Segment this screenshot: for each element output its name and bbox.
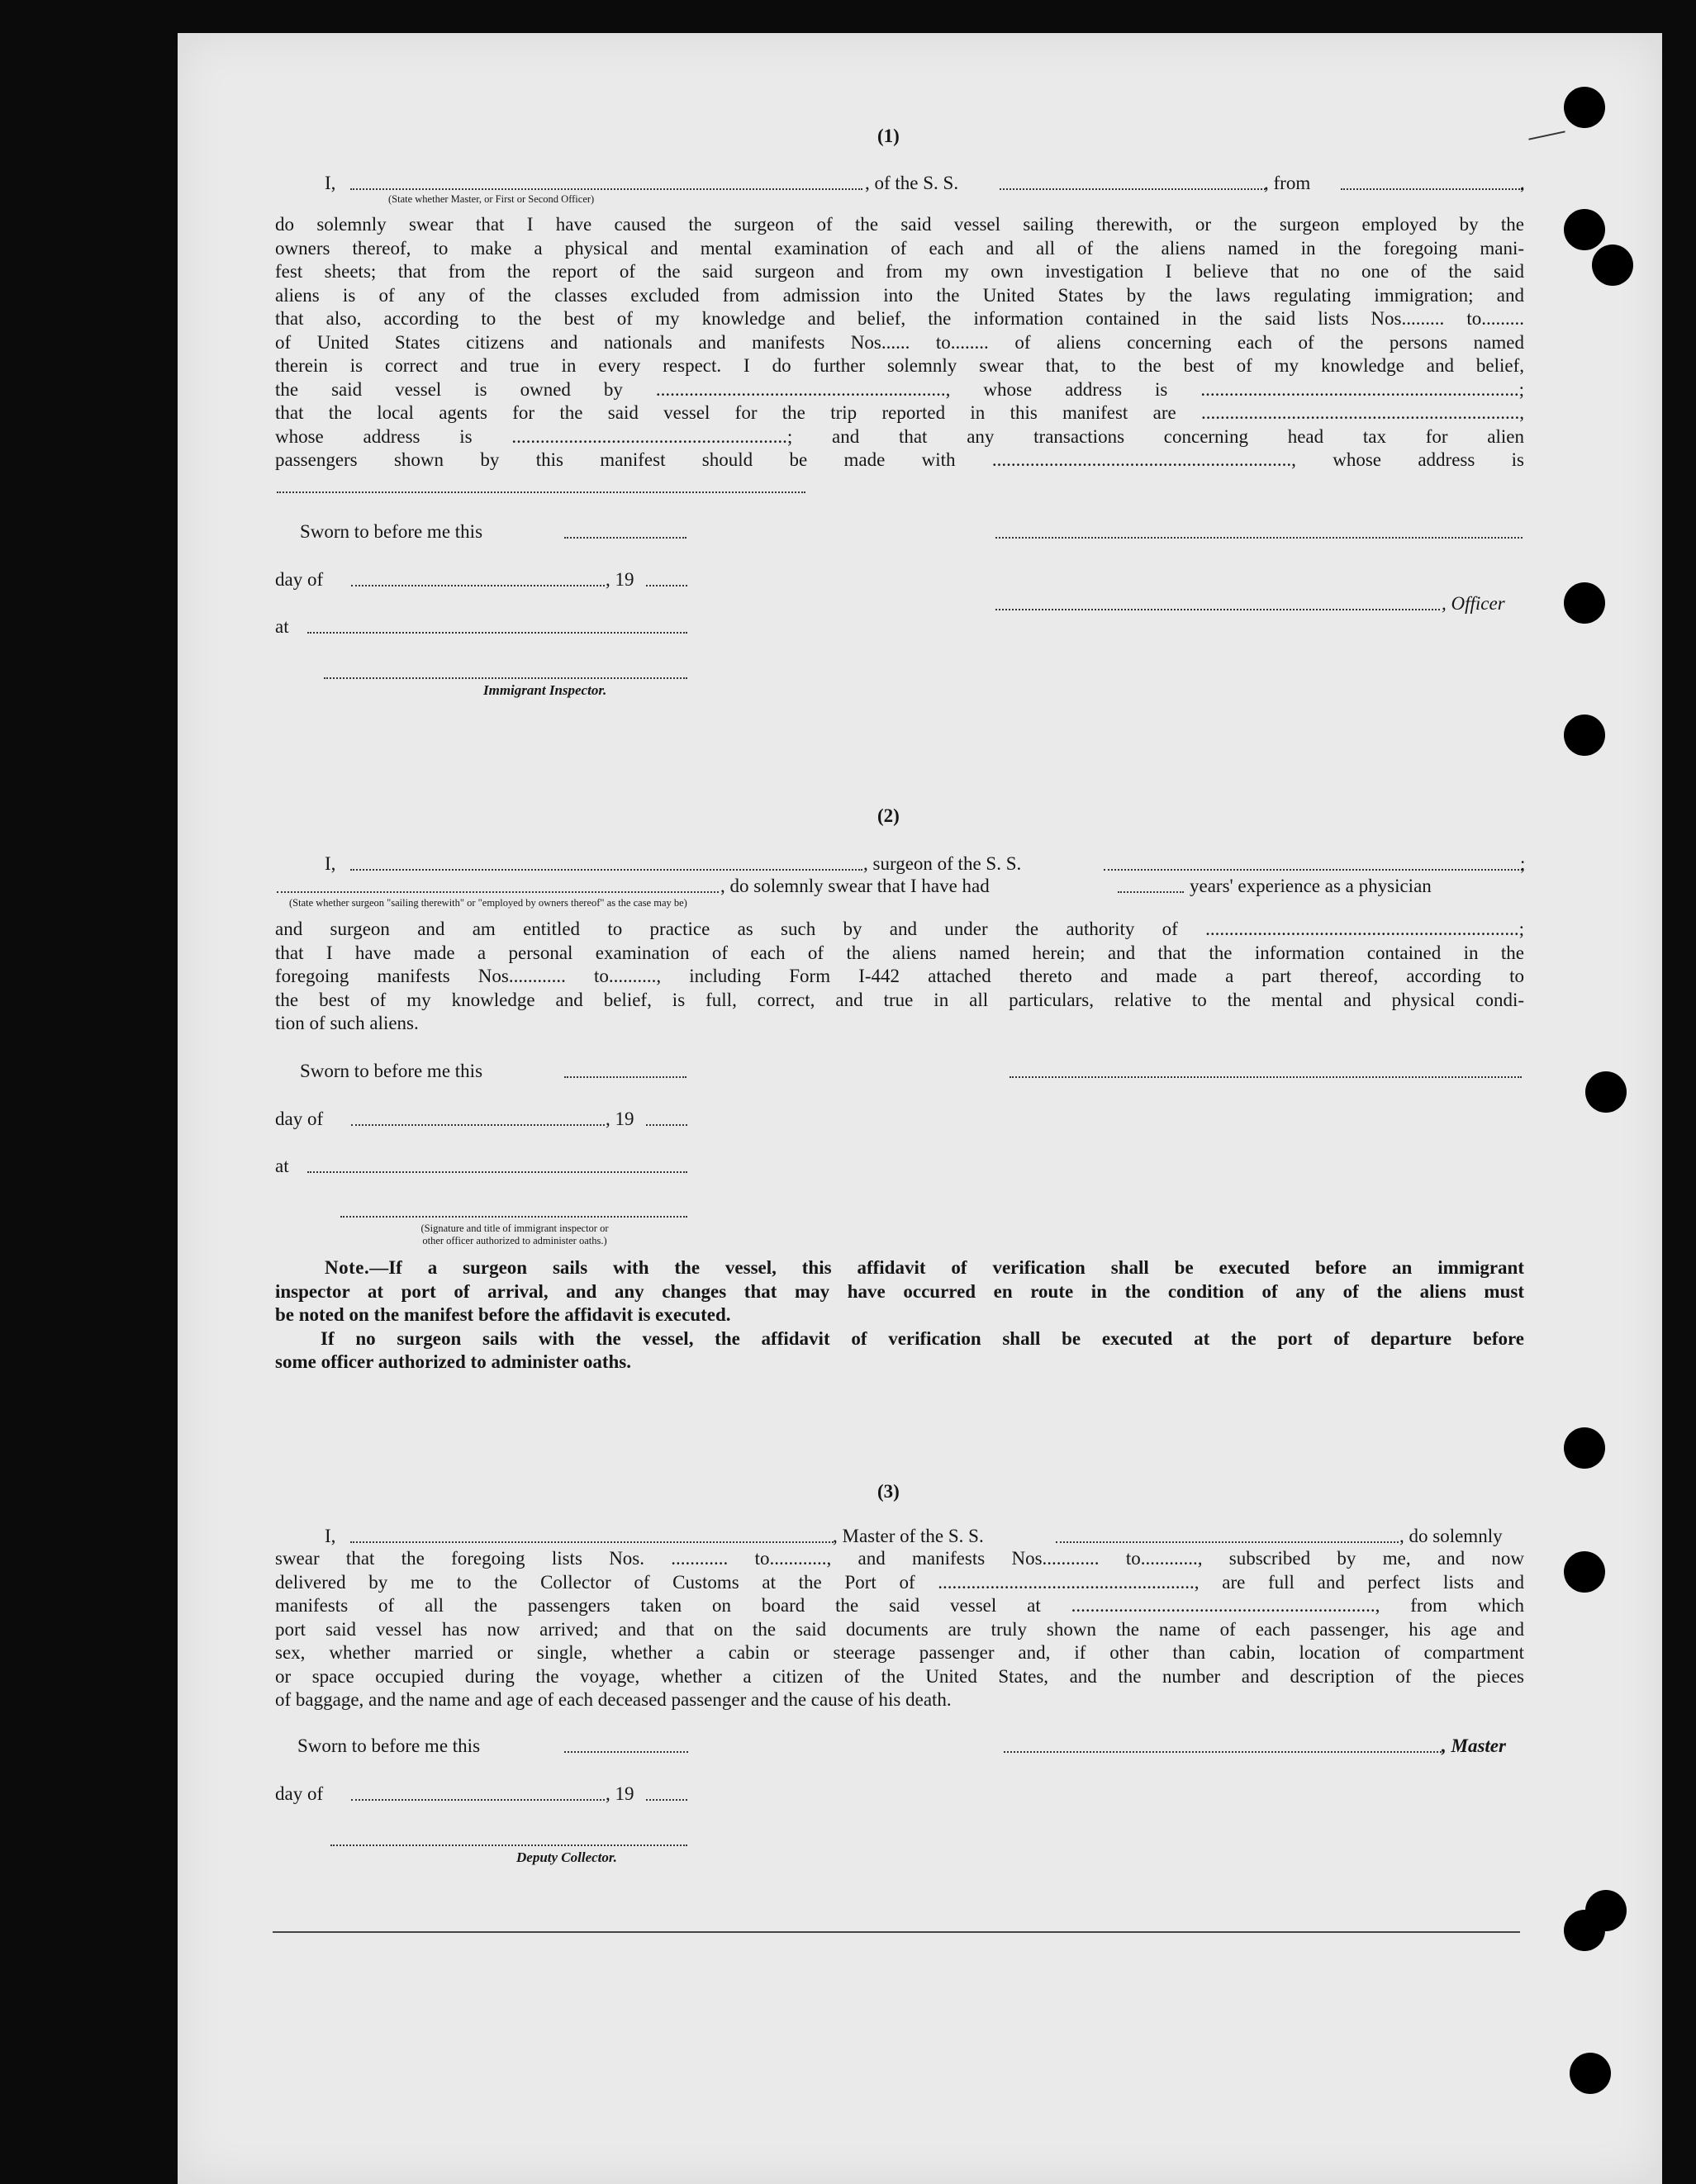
- signature-caption-a: (Signature and title of immigrant inspector or: [420, 1223, 609, 1234]
- sworn-date-field[interactable]: [564, 1076, 686, 1078]
- oath-line: the best of my knowledge and belief, is full, correct, and true in all particulars, relative to the mental and physical condi-: [275, 989, 1524, 1010]
- bottom-rule: [273, 1931, 1520, 1933]
- master-signature-field[interactable]: [1004, 1751, 1442, 1753]
- signature-field[interactable]: [1010, 1076, 1522, 1078]
- at-place-field[interactable]: [307, 632, 687, 634]
- at-label: at: [275, 616, 289, 637]
- collector-caption: Deputy Collector.: [516, 1849, 617, 1865]
- section-2-oath: [275, 918, 1524, 1036]
- year-label: , 19: [606, 1109, 634, 1129]
- year-field[interactable]: [646, 585, 687, 586]
- officer-label: , Officer: [1442, 593, 1505, 614]
- section-3-oath: [275, 1547, 1524, 1712]
- section-2-number: (2): [877, 805, 900, 826]
- section-1-oath: [275, 213, 1524, 472]
- from-port-field[interactable]: [1341, 188, 1523, 190]
- oath-line: fest sheets; that from the report of the said surgeon and from my own investigation I believe that no one of the said: [275, 261, 1524, 282]
- oath-line: sex, whether married or single, whether a cabin or steerage passenger and, if other than cabin, location of compartment: [275, 1642, 1524, 1663]
- officer-signature-line[interactable]: [340, 1216, 687, 1218]
- note-label: Note.: [325, 1257, 370, 1278]
- oath-line: of baggage, and the name and age of each deceased passenger and the cause of his death.: [275, 1689, 952, 1710]
- oath-line: and surgeon and am entitled to practice as such by and under the authority of ..................................................................;: [275, 919, 1524, 939]
- inspector-signature-line[interactable]: [324, 677, 687, 679]
- oath-line: delivered by me to the Collector of Customs at the Port of ......................................................, are full and perfect lists and: [275, 1571, 1524, 1593]
- punch-hole: [1570, 2053, 1611, 2094]
- master-vessel-field[interactable]: [1056, 1541, 1399, 1543]
- sworn-date-field[interactable]: [564, 1751, 688, 1753]
- note-block: [275, 1256, 1524, 1374]
- master-label: , Master: [1442, 1735, 1506, 1756]
- oath-line: foregoing manifests Nos............ to.........., including Form I-442 attached thereto and made a part thereof, according to: [275, 966, 1524, 986]
- years-field[interactable]: [1118, 891, 1184, 893]
- note-line: If no surgeon sails with the vessel, the affidavit of verification shall be executed at the port of departure before: [321, 1327, 1524, 1349]
- section-2-I: I,: [325, 853, 336, 874]
- officer-name-field[interactable]: [350, 188, 862, 190]
- inspector-caption: Immigrant Inspector.: [483, 682, 607, 698]
- oath-line: owners thereof, to make a physical and mental examination of each and all of the aliens named in the foregoing mani-: [275, 237, 1524, 259]
- surgeon-name-field[interactable]: [350, 869, 862, 871]
- year-label: , 19: [606, 569, 634, 590]
- collector-signature-line[interactable]: [330, 1845, 687, 1846]
- note-line: be noted on the manifest before the affidavit is executed.: [275, 1304, 731, 1325]
- oath-line: of United States citizens and nationals and manifests Nos...... to........ of aliens concerning each of the persons named: [275, 331, 1524, 353]
- signature-field[interactable]: [995, 537, 1523, 539]
- master-of-label: , Master of the S. S.: [833, 1526, 984, 1546]
- section-2-caption: (State whether surgeon "sailing therewith" or "employed by owners thereof" as the case may be): [289, 897, 687, 909]
- solemnly-label: , do solemnly: [1399, 1526, 1503, 1546]
- day-of-label: day of: [275, 1109, 324, 1129]
- punch-hole: [1564, 87, 1605, 128]
- oath-line: port said vessel has now arrived; and that on the said documents are truly shown the name of each passenger, his age and: [275, 1618, 1524, 1640]
- sworn-label: Sworn to before me this: [300, 1061, 483, 1081]
- punch-hole: [1564, 1910, 1605, 1951]
- section-3-I: I,: [325, 1526, 336, 1546]
- officer-signature-field[interactable]: [995, 609, 1440, 610]
- oath-line: or space occupied during the voyage, whether a citizen of the United States, and the number and description of the pieces: [275, 1665, 1524, 1687]
- note-line: —If a surgeon sails with the vessel, this affidavit of verification shall be executed before an immigrant: [369, 1257, 1524, 1278]
- oath-line: aliens is of any of the classes excluded from admission into the United States by the laws regulating immigration; and: [275, 284, 1524, 306]
- day-field[interactable]: [351, 585, 605, 586]
- day-of-label: day of: [275, 1783, 324, 1804]
- surgeon-vessel-field[interactable]: [1104, 869, 1523, 871]
- surgeon-of-label: , surgeon of the S. S.: [863, 853, 1022, 874]
- punch-hole: [1592, 245, 1633, 286]
- oath-line: that the local agents for the said vessel for the trip reported in this manifest are ...................................................................,: [275, 402, 1524, 423]
- oath-line: tion of such aliens.: [275, 1013, 419, 1033]
- sworn-date-field[interactable]: [564, 537, 686, 539]
- punch-hole: [1564, 715, 1605, 756]
- at-label: at: [275, 1156, 289, 1176]
- punch-hole: [1585, 1071, 1627, 1113]
- address-field[interactable]: [277, 491, 805, 493]
- sworn-label: Sworn to before me this: [300, 521, 483, 542]
- year-field[interactable]: [646, 1124, 687, 1126]
- day-of-label: day of: [275, 569, 324, 590]
- year-label: , 19: [606, 1783, 634, 1804]
- punch-hole: [1564, 209, 1605, 250]
- oath-line: the said vessel is owned by ............................................................., whose address is ...................................................................;: [275, 378, 1524, 400]
- punch-hole: [1564, 1427, 1605, 1469]
- day-field[interactable]: [351, 1799, 605, 1801]
- section-1-I: I,: [325, 173, 336, 193]
- sworn-label: Sworn to before me this: [297, 1735, 481, 1756]
- section-1-caption: (State whether Master, or First or Second Officer): [388, 193, 595, 205]
- oath-line: swear that the foregoing lists Nos. ............ to............, and manifests Nos............ to............, subscribed by me, and now: [275, 1548, 1524, 1569]
- year-field[interactable]: [646, 1799, 687, 1801]
- master-name-field[interactable]: [350, 1541, 834, 1543]
- surgeon-type-field[interactable]: [277, 891, 719, 893]
- of-ss-label: , of the S. S.: [865, 173, 959, 193]
- oath-line: whose address is ..........................................................; and that any transactions concerning head tax for alien: [275, 425, 1524, 447]
- at-place-field[interactable]: [307, 1171, 687, 1173]
- note-line: inspector at port of arrival, and any changes that may have occurred en route in the condition of any of the aliens must: [275, 1280, 1524, 1302]
- oath-line: passengers shown by this manifest should be made with ..............................................................., whose address is: [275, 449, 1524, 470]
- years-label: years' experience as a physician: [1190, 876, 1432, 896]
- oath-line: manifests of all the passengers taken on board the said vessel at ................................................................, from which: [275, 1595, 1524, 1616]
- oath-line: therein is correct and true in every respect. I do further solemnly swear that, to the best of my knowledge and belief,: [275, 355, 1524, 376]
- section-3-number: (3): [877, 1481, 900, 1502]
- punch-hole: [1564, 1551, 1605, 1593]
- signature-caption-b: other officer authorized to administer oaths.): [422, 1235, 607, 1246]
- oath-line: that also, according to the best of my knowledge and belief, the information contained in the said lists Nos......... to.........: [275, 308, 1524, 329]
- from-label: , from: [1264, 173, 1311, 193]
- oath-line: do solemnly swear that I have caused the surgeon of the said vessel sailing therewith, or the surgeon employed by the: [275, 214, 1524, 235]
- section-1-number: (1): [877, 126, 900, 146]
- day-field[interactable]: [351, 1124, 605, 1126]
- punch-hole: [1564, 582, 1605, 624]
- note-line: some officer authorized to administer oaths.: [275, 1351, 631, 1372]
- vessel-name-field[interactable]: [1000, 188, 1266, 190]
- swear-label: , do solemnly swear that I have had: [720, 876, 990, 896]
- oath-line: that I have made a personal examination of each of the aliens named herein; and that the information contained in the: [275, 942, 1524, 963]
